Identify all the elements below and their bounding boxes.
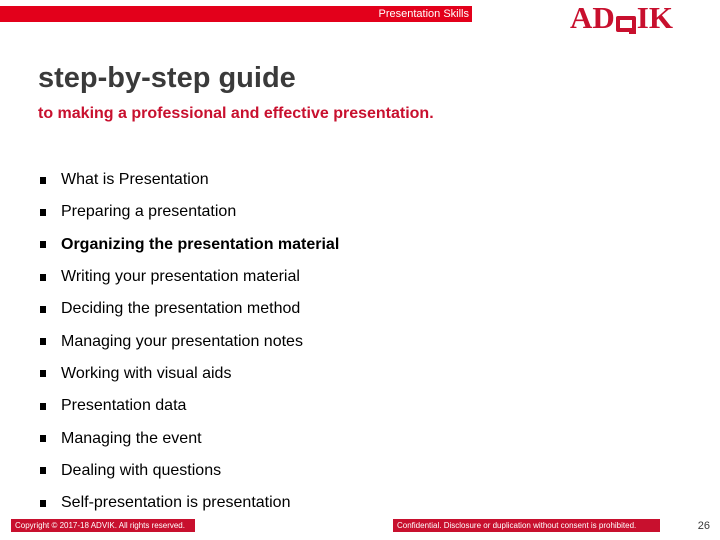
list-item: [38, 229, 339, 261]
bullet-square-icon: [40, 241, 46, 248]
bullet-square-icon: [40, 467, 46, 474]
bullet-square-icon: [40, 274, 46, 281]
page-title: step-by-step guide: [38, 62, 296, 94]
list-item-label: Writing your presentation material: [61, 268, 300, 286]
list-item: [38, 358, 339, 390]
list-item-label: Preparing a presentation: [61, 203, 237, 221]
list-item-label: Self-presentation is presentation: [61, 494, 291, 512]
list-item: [38, 487, 339, 519]
agenda-list: [38, 164, 339, 519]
footer-confidential: Confidential. Disclosure or duplication without consent is prohibited.: [393, 519, 660, 532]
list-item-label: What is Presentation: [61, 171, 209, 189]
company-logo: [570, 1, 673, 35]
bullet-square-icon: [40, 403, 46, 410]
footer-copyright: Copyright © 2017-18 ADVIK. All rights reserved.: [11, 519, 195, 532]
logo-q-icon: [616, 7, 636, 29]
bullet-square-icon: [40, 435, 46, 442]
logo-text-prefix: AD: [570, 0, 615, 35]
bullet-square-icon: [40, 370, 46, 377]
bullet-square-icon: [40, 500, 46, 507]
bullet-square-icon: [40, 338, 46, 345]
list-item: [38, 390, 339, 422]
bullet-square-icon: [40, 209, 46, 216]
list-item: [38, 261, 339, 293]
list-item-label: Managing the event: [61, 429, 202, 447]
bullet-square-icon: [40, 177, 46, 184]
page-subtitle: to making a professional and effective presentation.: [38, 105, 434, 122]
list-item-label: Deciding the presentation method: [61, 300, 301, 318]
list-item-label: Working with visual aids: [61, 364, 232, 382]
list-item-label: Dealing with questions: [61, 461, 222, 479]
section-banner: Presentation Skills: [0, 6, 472, 22]
list-item: [38, 422, 339, 454]
logo-text-suffix: IK: [636, 0, 673, 35]
list-item-label: Managing your presentation notes: [61, 332, 303, 350]
page-number: 26: [697, 520, 710, 532]
list-item: [38, 196, 339, 228]
list-item-label: Presentation data: [61, 397, 187, 415]
bullet-square-icon: [40, 306, 46, 313]
list-item: [38, 293, 339, 325]
list-item: [38, 325, 339, 357]
list-item-label-active: Organizing the presentation material: [61, 235, 340, 253]
list-item: [38, 455, 339, 487]
list-item: [38, 164, 339, 196]
